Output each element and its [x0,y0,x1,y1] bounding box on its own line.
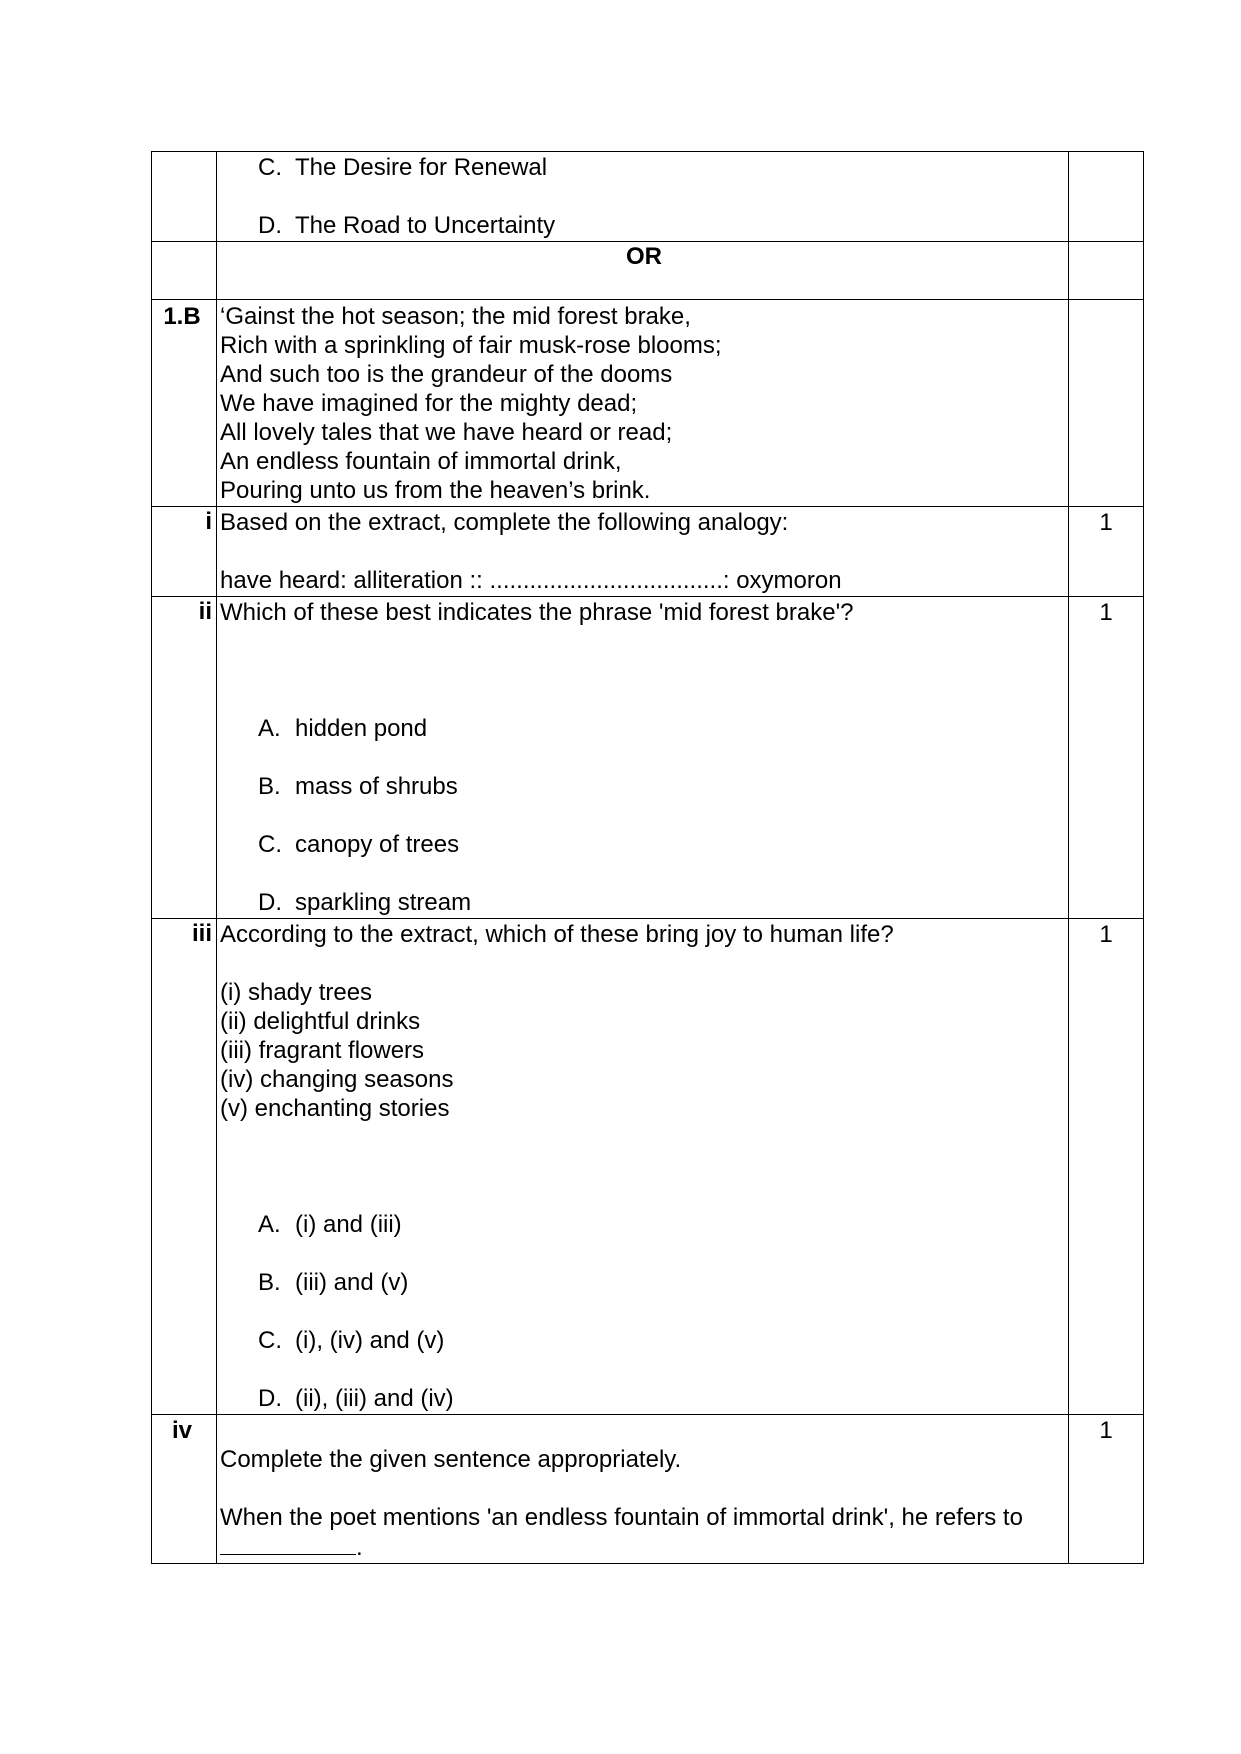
question-content-cell [217,597,1069,919]
option-item: B. mass of shrubs [258,773,458,800]
question-prompt: According to the extract, which of these bring joy to human life? [220,921,894,948]
option-item: D. (ii), (iii) and (iv) [258,1385,454,1412]
list-item: (i) shady trees [220,979,373,1006]
question-prompt: Which of these best indicates the phrase 'mid forest brake'? [220,599,854,626]
list-item: (iii) fragrant flowers [220,1037,425,1064]
extract-line: All lovely tales that we have heard or read; [220,419,673,446]
extract-line: An endless fountain of immortal drink, [220,448,622,475]
table-row [152,242,1144,300]
answer-blank[interactable] [220,1532,356,1555]
extract-line: Pouring unto us from the heaven’s brink. [220,477,651,504]
marks-value: 1 [1069,919,1144,1415]
table-row [152,152,1144,242]
option-item: A. hidden pond [258,715,428,742]
options-list [220,714,1068,917]
question-number: ii [152,597,217,919]
extract-line: And such too is the grandeur of the dooms [220,361,673,388]
question-number-cell [152,152,217,242]
question-prompt: Complete the given sentence appropriately. [220,1446,682,1473]
option-item: D. The Road to Uncertainty [258,212,556,239]
option-item: C. canopy of trees [258,831,460,858]
table-row [152,919,1144,1415]
marks-cell [1069,300,1144,507]
question-number: i [152,507,217,597]
option-item: C. The Desire for Renewal [258,154,548,181]
table-row [152,507,1144,597]
options-list [220,153,1068,240]
extract-line: ‘Gainst the hot season; the mid forest brake, [220,303,691,330]
question-prompt: Based on the extract, complete the following analogy: [220,509,789,536]
marks-value: 1 [1069,597,1144,919]
options-list [220,1210,1068,1413]
table-row [152,1415,1144,1564]
table-row [152,300,1144,507]
question-number: iv [152,1415,217,1564]
list-item: (ii) delightful drinks [220,1008,421,1035]
question-content-cell [217,919,1069,1415]
table-row [152,597,1144,919]
marks-cell [1069,242,1144,300]
option-item: C. (i), (iv) and (v) [258,1327,445,1354]
option-item: D. sparkling stream [258,889,472,916]
marks-cell [1069,152,1144,242]
list-item: (iv) changing seasons [220,1066,454,1093]
extract-line: Rich with a sprinkling of fair musk-rose blooms; [220,332,722,359]
or-divider: OR [217,242,1069,300]
question-content-cell [217,152,1069,242]
marks-value: 1 [1069,507,1144,597]
question-content-cell [217,507,1069,597]
answer-blank-line: . [220,1532,1068,1562]
poem-extract [217,300,1069,507]
option-item: B. (iii) and (v) [258,1269,409,1296]
marks-value: 1 [1069,1415,1144,1564]
sentence-text: When the poet mentions 'an endless fountain of immortal drink', he refers to [220,1504,1023,1531]
question-table [151,151,1144,1564]
list-item: (v) enchanting stories [220,1095,450,1122]
question-content-cell [217,1415,1069,1564]
question-number-cell [152,242,217,300]
question-number: 1.B [152,300,217,507]
extract-line: We have imagined for the mighty dead; [220,390,638,417]
question-number: iii [152,919,217,1415]
option-item: A. (i) and (iii) [258,1211,402,1238]
analogy-text: have heard: alliteration :: ...................................: oxymoron [220,567,842,594]
